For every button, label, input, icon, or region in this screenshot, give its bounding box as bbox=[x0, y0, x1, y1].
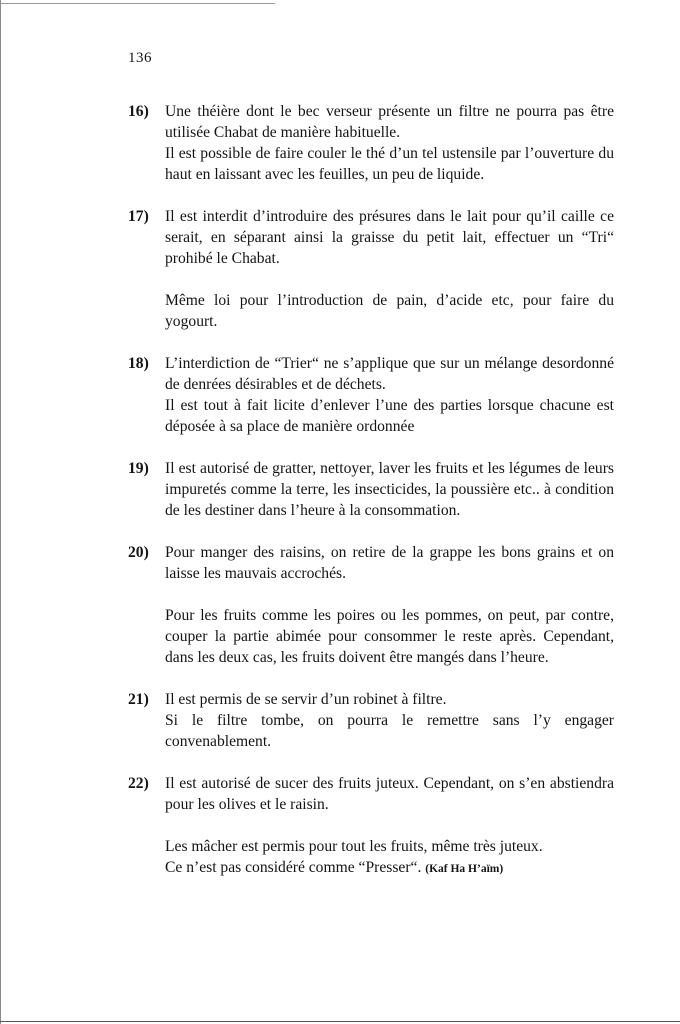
page-number: 136 bbox=[128, 50, 152, 66]
rule-content bbox=[165, 458, 614, 521]
rule-number: 16) bbox=[128, 103, 149, 120]
paragraph: Pour les fruits comme les poires ou les pommes, on peut, par contre, couper la partie abimée pour consommer le reste après. Cependant, dans les deux cas, les fruits doivent être mangés dans l’heure. bbox=[165, 607, 614, 666]
paragraph: Les mâcher est permis pour tout les fruits, même très juteux. bbox=[165, 838, 543, 855]
paragraph-with-citation bbox=[165, 857, 614, 880]
rule-number: 19) bbox=[128, 460, 149, 477]
page-left-edge bbox=[0, 0, 1, 1024]
paragraph: Il est tout à fait licite d’enlever l’une des parties lorsque chacune est déposée à sa place de manière ordonnée bbox=[165, 397, 614, 435]
paragraph: Il est possible de faire couler le thé d’un tel ustensile par l’ouverture du haut en laissant avec les feuilles, un peu de liquide. bbox=[165, 145, 614, 183]
paragraph: Il est permis de se servir d’un robinet à filtre. bbox=[165, 691, 447, 708]
rule-content bbox=[165, 542, 614, 668]
rule-20 bbox=[128, 542, 614, 668]
rule-21 bbox=[128, 689, 614, 752]
paragraph: Il est interdit d’introduire des présures dans le lait pour qu’il caille ce serait, en séparant ainsi la graisse du petit lait, effectuer un “Tri“ prohibé le Chabat. bbox=[165, 208, 614, 267]
rule-18 bbox=[128, 353, 614, 437]
paragraph: Si le filtre tombe, on pourra le remettre sans l’y engager convenablement. bbox=[165, 712, 614, 750]
rule-number: 20) bbox=[128, 544, 149, 561]
rule-17 bbox=[128, 206, 614, 332]
paragraph: L’interdiction de “Trier“ ne s’applique que sur un mélange desordonné de denrées désirables et de déchets. bbox=[165, 355, 614, 393]
paragraph: Il est autorisé de gratter, nettoyer, laver les fruits et les légumes de leurs impuretés comme la terre, les insecticides, la poussière etc.. à condition de les destiner dans l’heure à la consommation. bbox=[165, 460, 614, 519]
rule-number: 18) bbox=[128, 355, 149, 372]
paragraph: Une théière dont le bec verseur présente un filtre ne pourra pas être utilisée Chabat de manière habituelle. bbox=[165, 103, 614, 141]
rule-22 bbox=[128, 773, 614, 880]
rule-number: 17) bbox=[128, 208, 149, 225]
rule-19 bbox=[128, 458, 614, 521]
paragraph: Il est autorisé de sucer des fruits juteux. Cependant, on s’en abstiendra pour les olives et le raisin. bbox=[165, 775, 614, 813]
rule-number: 21) bbox=[128, 691, 149, 708]
rule-number: 22) bbox=[128, 775, 149, 792]
rule-16 bbox=[128, 101, 614, 185]
paragraph-text: Ce n’est pas considéré comme “Presser“. bbox=[165, 859, 422, 876]
rule-content bbox=[165, 101, 614, 185]
paragraph: Même loi pour l’introduction de pain, d’acide etc, pour faire du yogourt. bbox=[165, 292, 614, 330]
rule-content bbox=[165, 773, 614, 880]
page-bottom-edge bbox=[0, 1021, 680, 1022]
rule-content bbox=[165, 206, 614, 332]
rule-content bbox=[165, 353, 614, 437]
rule-content bbox=[165, 689, 614, 752]
source-citation: (Kaf Ha H’aïm) bbox=[425, 863, 504, 875]
paragraph: Pour manger des raisins, on retire de la grappe les bons grains et on laisse les mauvais accrochés. bbox=[165, 544, 614, 582]
page-top-edge bbox=[0, 3, 275, 4]
page-body bbox=[128, 101, 614, 901]
